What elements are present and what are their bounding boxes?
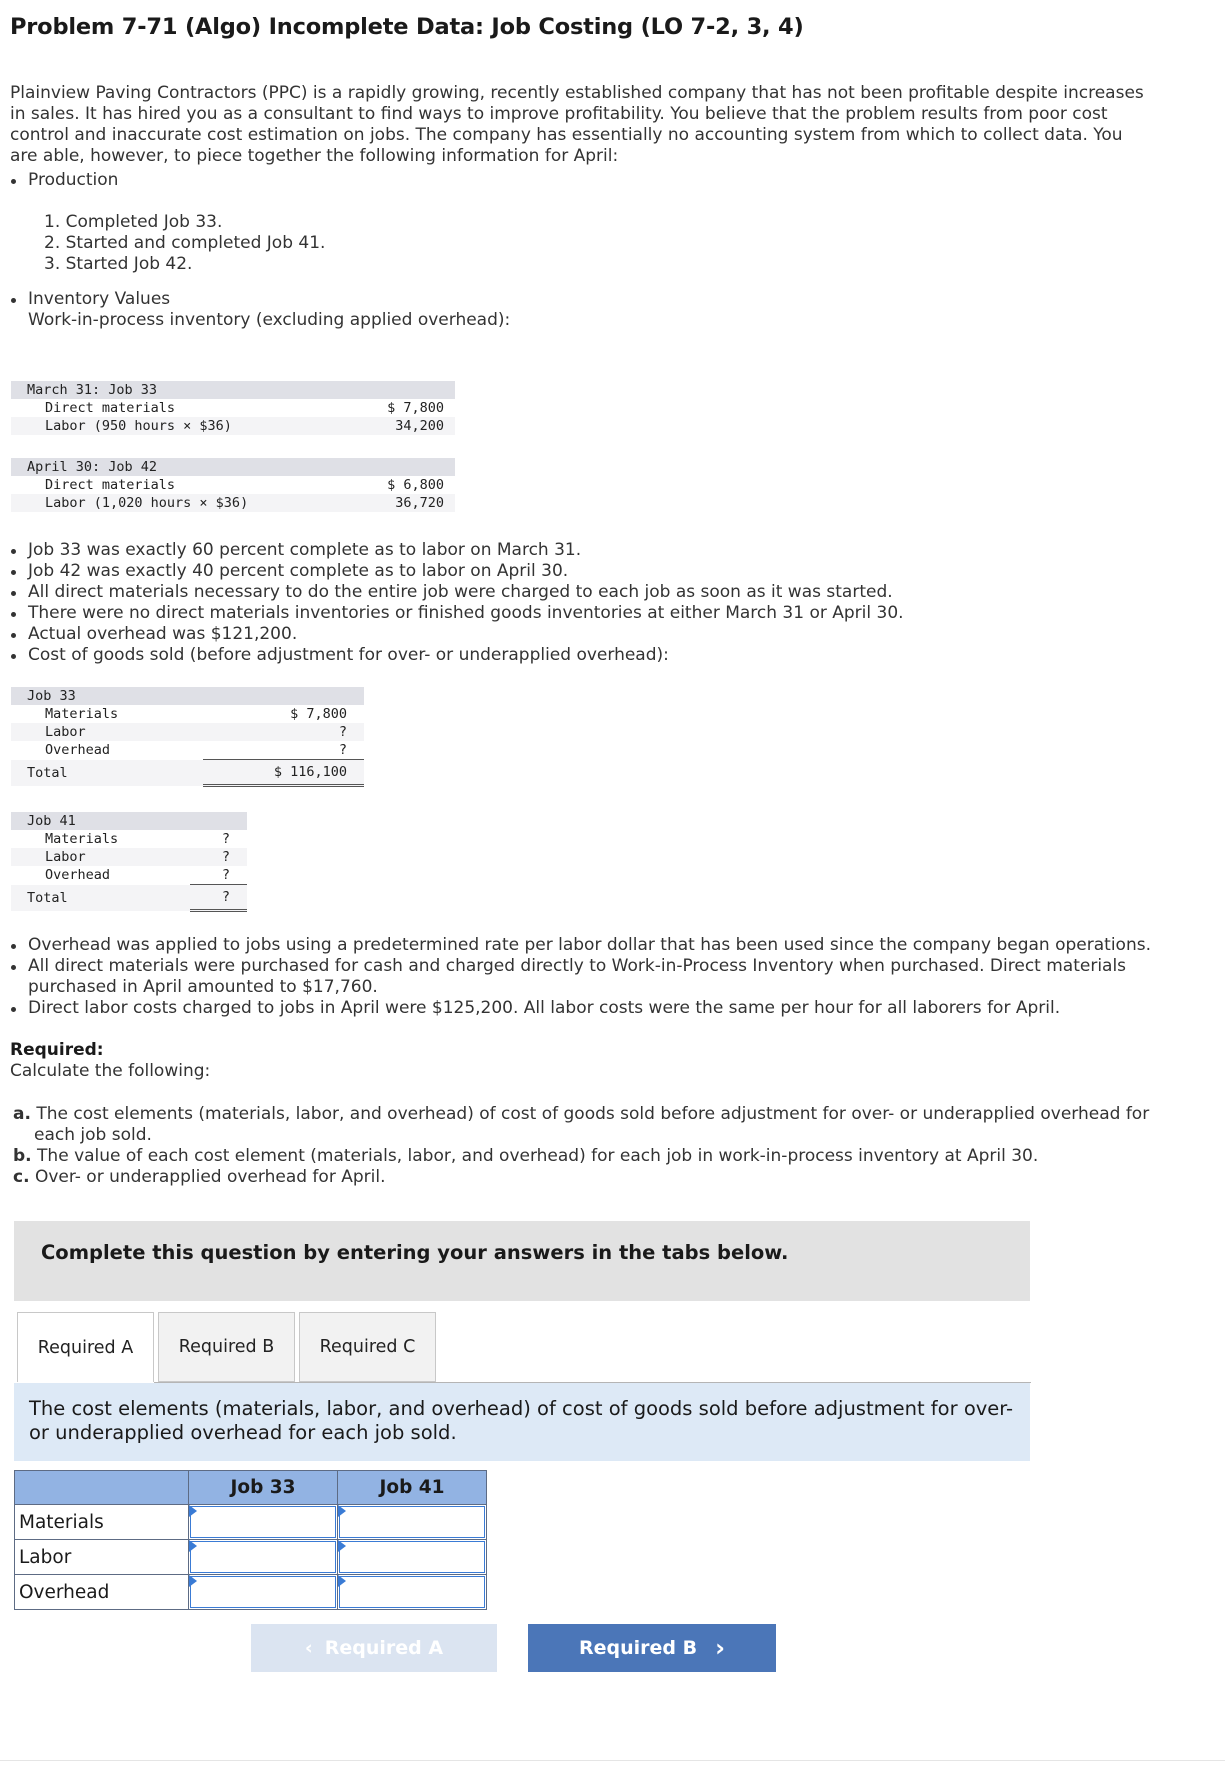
prev-button[interactable] xyxy=(251,1624,497,1672)
inventory-sublabel: Work-in-process inventory (excluding applied overhead): xyxy=(28,310,511,330)
input-marker-icon xyxy=(338,1575,346,1587)
production-label: Production xyxy=(10,170,118,191)
cogs-row-label: Overhead xyxy=(45,867,111,884)
job33-materials-cell[interactable] xyxy=(189,1505,338,1540)
wip-april-table xyxy=(11,458,455,512)
job33-labor-input[interactable] xyxy=(190,1541,336,1573)
wip-row-label: Labor (1,020 hours × $36) xyxy=(45,495,249,511)
cogs-total-label: Total xyxy=(27,764,68,781)
input-marker-icon xyxy=(189,1540,197,1552)
tab-required-a[interactable]: Required A xyxy=(17,1312,154,1382)
required-item-a: a. The cost elements (materials, labor, and overhead) of cost of goods sold before adjustment for over- or underapplied overhead for each job sold. xyxy=(13,1104,1150,1145)
wip-row-value: 36,720 xyxy=(395,495,444,511)
table-row xyxy=(15,1540,487,1575)
cogs-row-label: Materials xyxy=(45,706,119,722)
required-item-c: c. Over- or underapplied overhead for April. xyxy=(13,1167,386,1187)
cogs-row-value: ? xyxy=(338,724,347,740)
cogs-job33-header: Job 33 xyxy=(27,688,76,704)
wip-march-table xyxy=(11,381,455,435)
answer-corner xyxy=(15,1471,189,1505)
fact-item: Actual overhead was $121,200. xyxy=(10,624,1160,645)
table-row xyxy=(15,1505,487,1540)
step-item: 1. Completed Job 33. xyxy=(44,212,223,232)
wip-march-header: March 31: Job 33 xyxy=(27,382,158,398)
step-item: 2. Started and completed Job 41. xyxy=(44,233,326,253)
required-items xyxy=(13,1104,1168,1188)
inventory-bullet xyxy=(10,289,510,331)
fact-item: Cost of goods sold (before adjustment for over- or underapplied overhead): xyxy=(10,645,1160,666)
wip-row-label: Labor (950 hours × $36) xyxy=(45,418,232,434)
fact-item: All direct materials were purchased for cash and charged directly to Work-in-Process Inventory when purchased. Direct materials purchased in April amounted to $17,760. xyxy=(10,956,1190,998)
job41-materials-input[interactable] xyxy=(339,1506,485,1538)
job33-labor-cell[interactable] xyxy=(189,1540,338,1575)
required-block xyxy=(10,1040,210,1082)
next-button[interactable] xyxy=(528,1624,776,1672)
cogs-row-value: ? xyxy=(221,867,230,883)
cogs-row-label: Overhead xyxy=(45,742,111,759)
fact-item: Job 42 was exactly 40 percent complete as to labor on April 30. xyxy=(10,561,1160,582)
column-header-job41: Job 41 xyxy=(338,1471,487,1505)
wip-row-label: Direct materials xyxy=(45,477,176,493)
next-button-label: Required B xyxy=(578,1637,698,1659)
cogs-row-value: ? xyxy=(338,742,347,758)
instruction-text: Complete this question by entering your answers in the tabs below. xyxy=(41,1241,789,1264)
prev-button-label: Required A xyxy=(324,1637,444,1659)
cogs-row-label: Labor xyxy=(45,849,86,865)
cogs-total-label: Total xyxy=(27,889,68,906)
production-steps xyxy=(44,212,325,275)
tab-required-b[interactable]: Required B xyxy=(158,1312,295,1382)
tab-required-c[interactable]: Required C xyxy=(299,1312,436,1382)
cogs-row-value: ? xyxy=(221,831,230,847)
chevron-right-icon: › xyxy=(715,1634,725,1662)
column-header-job33: Job 33 xyxy=(189,1471,338,1505)
facts-list xyxy=(10,540,1160,666)
wip-row-label: Direct materials xyxy=(45,400,176,416)
fact-item: Job 33 was exactly 60 percent complete as to labor on March 31. xyxy=(10,540,1160,561)
fact-item: There were no direct materials inventories or finished goods inventories at either March 31 or April 30. xyxy=(10,603,1160,624)
job41-overhead-input[interactable] xyxy=(339,1576,485,1608)
row-label-materials: Materials xyxy=(15,1505,189,1540)
chevron-left-icon: ‹ xyxy=(304,1637,313,1659)
required-heading: Required: xyxy=(10,1040,104,1060)
job33-materials-input[interactable] xyxy=(190,1506,336,1538)
job33-overhead-input[interactable] xyxy=(190,1576,336,1608)
answer-table xyxy=(14,1470,487,1610)
cogs-total-value: ? xyxy=(190,885,247,911)
job41-labor-cell[interactable] xyxy=(338,1540,487,1575)
inventory-label: Inventory Values Work-in-process inventory (excluding applied overhead): xyxy=(10,289,510,331)
job41-labor-input[interactable] xyxy=(339,1541,485,1573)
wip-row-value: 34,200 xyxy=(395,418,444,434)
required-sub: Calculate the following: xyxy=(10,1061,211,1081)
row-label-labor: Labor xyxy=(15,1540,189,1575)
intro-paragraph: Plainview Paving Contractors (PPC) is a rapidly growing, recently established company that has not been profitable despite increases in sales. It has hired you as a consultant to find ways to improve profitability. You believe that the problem results from poor cost control and inaccurate cost estimation on jobs. The company has essentially no accounting system from which to collect data. You are able, however, to piece together the following information for April: xyxy=(10,83,1144,166)
question-box: The cost elements (materials, labor, and overhead) of cost of goods sold before adjustment for over- or underapplied overhead for each job sold. xyxy=(14,1383,1030,1461)
cogs-job41-header: Job 41 xyxy=(27,813,76,829)
table-row xyxy=(15,1575,487,1610)
cogs-total-value: $ 116,100 xyxy=(203,760,364,786)
page-title: Problem 7-71 (Algo) Incomplete Data: Job Costing (LO 7-2, 3, 4) xyxy=(10,14,804,40)
fact-item: Overhead was applied to jobs using a predetermined rate per labor dollar that has been used since the company began operations. xyxy=(10,935,1190,956)
input-marker-icon xyxy=(338,1540,346,1552)
input-marker-icon xyxy=(189,1505,197,1517)
bottom-divider xyxy=(0,1760,1225,1761)
input-marker-icon xyxy=(189,1575,197,1587)
cogs-row-value: ? xyxy=(221,849,230,865)
cogs-row-label: Materials xyxy=(45,831,119,847)
wip-april-header: April 30: Job 42 xyxy=(27,459,158,475)
row-label-overhead: Overhead xyxy=(15,1575,189,1610)
cogs-row-value: $ 7,800 xyxy=(290,706,347,722)
production-bullet xyxy=(10,170,118,191)
job33-overhead-cell[interactable] xyxy=(189,1575,338,1610)
facts2-list xyxy=(10,935,1190,1019)
instruction-box xyxy=(14,1221,1030,1301)
required-item-b: b. The value of each cost element (materials, labor, and overhead) for each job in work-in-process inventory at April 30. xyxy=(13,1146,1039,1166)
wip-row-value: $ 6,800 xyxy=(387,477,444,493)
step-item: 3. Started Job 42. xyxy=(44,254,193,274)
cogs-row-label: Labor xyxy=(45,724,86,740)
input-marker-icon xyxy=(338,1505,346,1517)
fact-item: Direct labor costs charged to jobs in April were $125,200. All labor costs were the same per hour for all laborers for April. xyxy=(10,998,1190,1019)
fact-item: All direct materials necessary to do the entire job were charged to each job as soon as it was started. xyxy=(10,582,1160,603)
job41-overhead-cell[interactable] xyxy=(338,1575,487,1610)
wip-row-value: $ 7,800 xyxy=(387,400,444,416)
cogs-job33-table xyxy=(11,687,364,787)
job41-materials-cell[interactable] xyxy=(338,1505,487,1540)
cogs-job41-table xyxy=(11,812,247,912)
